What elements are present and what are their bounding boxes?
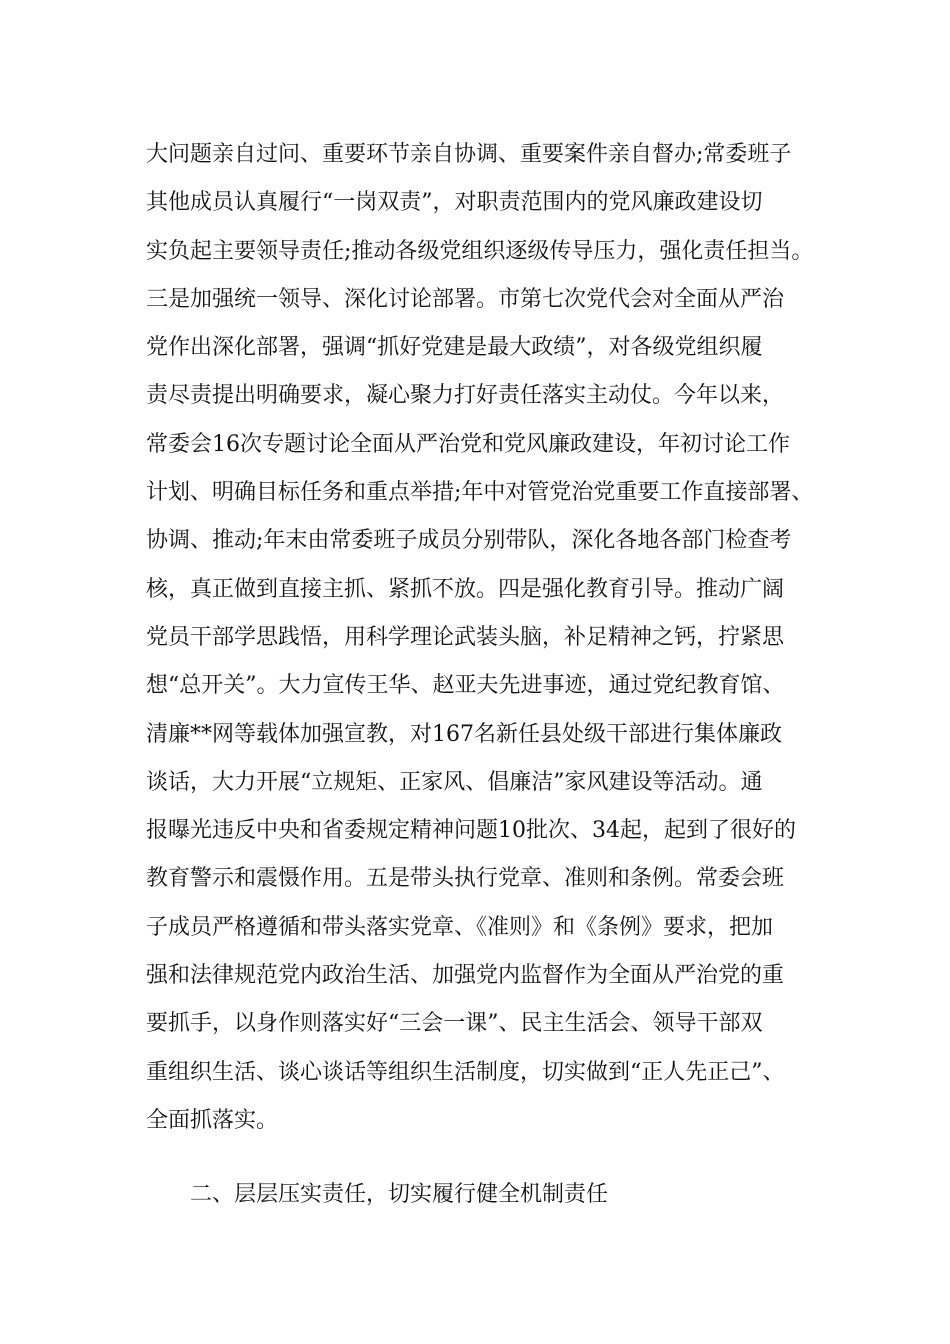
text-line: 子成员严格遵循和带头落实党章、《准则》和《条例》要求，把加 [146,914,774,940]
text-line: 大问题亲自过问、重要环节亲自协调、重要案件亲自督办;常委班子 [146,142,792,167]
text-line: 强和法律规范党内政治生活、加强党内监督作为全面从严治党的重 [146,963,785,989]
section-heading: 二、层层压实责任，切实履行健全机制责任 [190,1182,609,1207]
text-line: 责尽责提出明确要求，凝心聚力打好责任落实主动仗。今年以来， [146,383,785,409]
text-line: 常委会16次专题讨论全面从严治党和党风廉政建设，年初讨论工作 [146,431,790,457]
text-line: 党员干部学思践悟，用科学理论武装头脑，补足精神之钙，拧紧思 [146,624,785,650]
text-line: 报曝光违反中央和省委规定精神问题10批次、34起，起到了很好的 [146,818,796,844]
text-line: 计划、明确目标任务和重点举措;年中对管党治党重要工作直接部署、 [146,480,814,506]
text-line: 全面抓落实。 [146,1107,279,1133]
text-line: 想“总开关”。大力宣传王华、赵亚夫先进事迹，通过党纪教育馆、 [146,673,785,699]
text-line: 其他成员认真履行“一岗双责”，对职责范围内的党风廉政建设切 [146,190,763,216]
body-paragraph [146,131,826,1145]
text-line: 清廉**网等载体加强宣教，对167名新任县处级干部进行集体廉政 [146,721,782,747]
text-line: 重组织生活、谈心谈话等组织生活制度，切实做到“正人先正己”、 [146,1059,785,1085]
text-line: 三是加强统一领导、深化讨论部署。市第七次党代会对全面从严治 [146,286,785,312]
text-line: 协调、推动;年末由常委班子成员分别带队，深化各地各部门检查考 [146,528,792,554]
text-line: 党作出深化部署，强调“抓好党建是最大政绩”，对各级党组织履 [146,335,763,361]
text-line: 谈话，大力开展“立规矩、正家风、倡廉洁”家风建设等活动。通 [146,769,763,795]
text-line: 教育警示和震慑作用。五是带头执行党章、准则和条例。常委会班 [146,866,785,892]
text-line: 核，真正做到直接主抓、紧抓不放。四是强化教育引导。推动广阔 [146,576,785,602]
text-line: 实负起主要领导责任;推动各级党组织逐级传导压力，强化责任担当。 [146,238,814,264]
text-line: 要抓手，以身作则落实好“三会一课”、民主生活会、领导干部双 [146,1011,763,1037]
